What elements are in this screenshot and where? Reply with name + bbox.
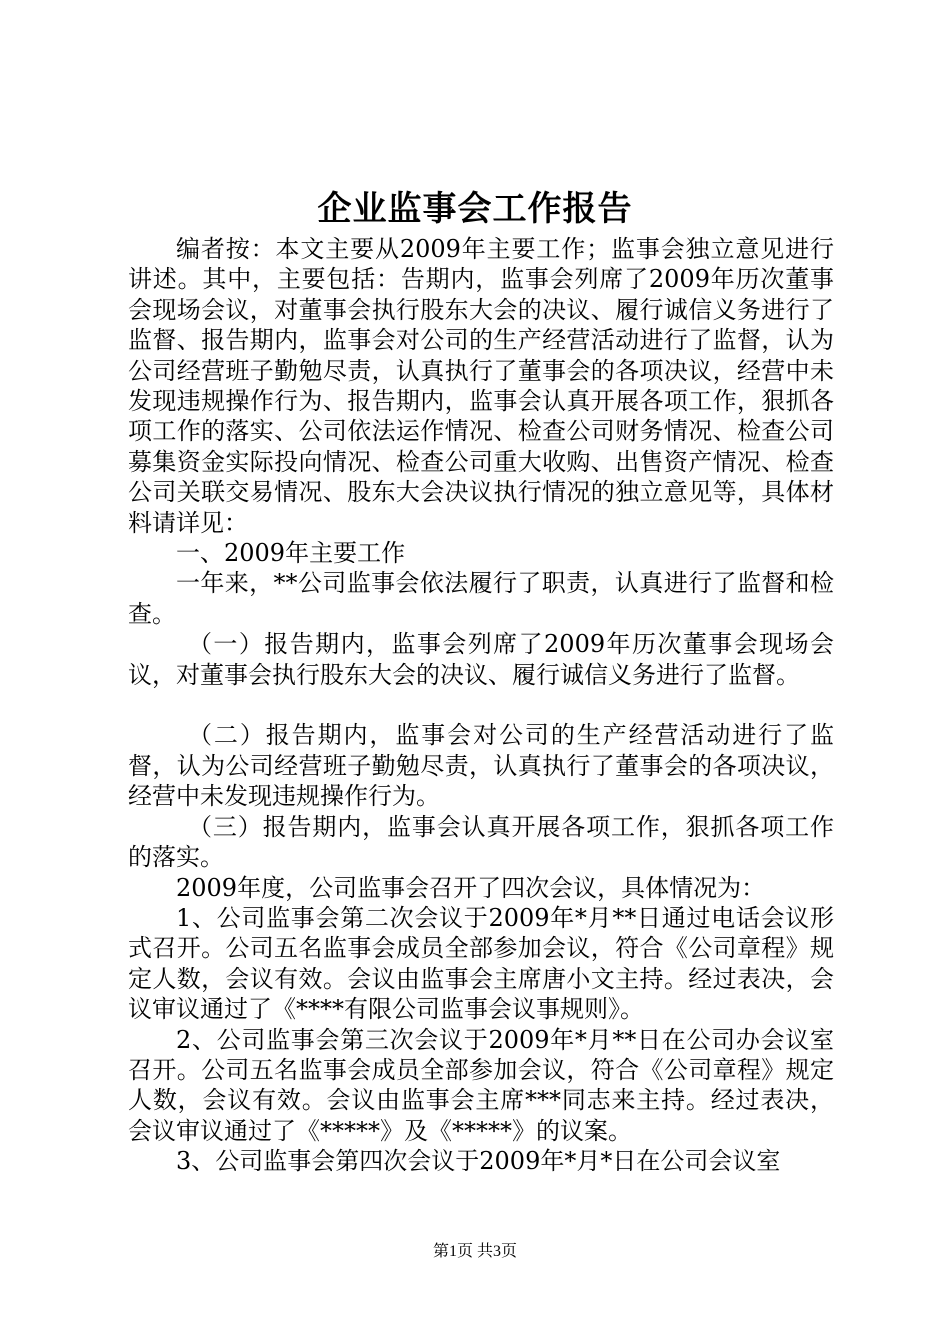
body-paragraph: 2、公司监事会第三次会议于2009年*月**日在公司办会议室召开。公司五名监事会成员全部参加会议，符合《公司章程》规定人数，会议有效。会议由监事会主席***同志来主持。经过表决，会议审议通过了《*****》及《*****》的议案。 [128,1025,834,1145]
body-paragraph: （二）报告期内，监事会对公司的生产经营活动进行了监督，认为公司经营班子勤勉尽责，认真执行了董事会的各项决议，经营中未发现违规操作行为。 [128,721,834,811]
editor-note-paragraph: 编者按：本文主要从2009年主要工作；监事会独立意见进行讲述。其中，主要包括：告期内，监事会列席了2009年历次董事会现场会议，对董事会执行股东大会的决议、履行诚信义务进行了监督、报告期内，监事会对公司的生产经营活动进行了监督，认为公司经营班子勤勉尽责，认真执行了董事会的各项决议，经营中未发现违规操作行为、报告期内，监事会认真开展各项工作，狠抓各项工作的落实、公司依法运作情况、检查公司财务情况、检查公司募集资金实际投向情况、检查公司重大收购、出售资产情况、检查公司关联交易情况、股东大会决议执行情况的独立意见等，具体材料请详见： [128,235,834,537]
document-title: 企业监事会工作报告 [317,189,633,229]
body-paragraph: 3、公司监事会第四次会议于2009年*月*日在公司会议室 [176,1147,781,1176]
body-paragraph: 1、公司监事会第二次会议于2009年*月**日通过电话会议形式召开。公司五名监事会成员全部参加会议，符合《公司章程》规定人数，会议有效。会议由监事会主席唐小文主持。经过表决，会议审议通过了《****有限公司监事会议事规则》。 [128,903,834,1024]
document-body [128,234,834,1177]
page-footer: 第1页 共3页 [432,1243,517,1260]
body-paragraph: 一年来，**公司监事会依法履行了职责，认真进行了监督和检查。 [128,569,834,628]
body-paragraph: 2009年度，公司监事会召开了四次会议，具体情况为： [176,873,766,902]
body-paragraph: （三）报告期内，监事会认真开展各项工作，狠抓各项工作的落实。 [128,812,834,872]
paragraph-gap [128,690,834,720]
body-paragraph: （一）报告期内，监事会列席了2009年历次董事会现场会议，对董事会执行股东大会的决议、履行诚信义务进行了监督。 [128,630,834,689]
section-heading: 一、2009年主要工作 [176,539,406,568]
